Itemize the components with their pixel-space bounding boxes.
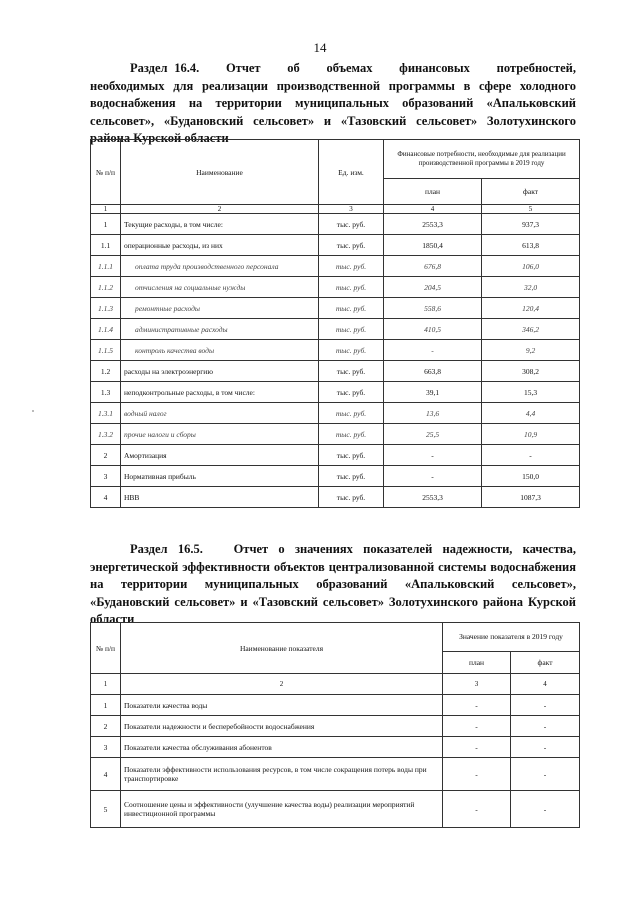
row-plan: - — [443, 791, 511, 828]
row-name: оплата труда производственного персонала — [121, 256, 319, 277]
row-fact: 32,0 — [482, 277, 580, 298]
header-indicator-value: Значение показателя в 2019 году — [443, 623, 580, 652]
row-fact: - — [511, 737, 580, 758]
table-row — [91, 737, 580, 758]
row-name: Показатели качества обслуживания абонентов — [121, 737, 443, 758]
header-name: Наименование — [121, 140, 319, 205]
row-unit: тыс. руб. — [319, 403, 384, 424]
row-plan: - — [384, 445, 482, 466]
col-number: 2 — [121, 205, 319, 214]
header-fact: факт — [482, 179, 580, 205]
row-num: 1.3 — [91, 382, 121, 403]
col-number: 3 — [319, 205, 384, 214]
row-name: НВВ — [121, 487, 319, 508]
row-num: 4 — [91, 487, 121, 508]
row-num: 1 — [91, 695, 121, 716]
row-plan: 39,1 — [384, 382, 482, 403]
row-name: Показатели эффективности использования ресурсов, в том числе сокращения потерь воды при транспортировке — [121, 758, 443, 791]
table-row — [91, 298, 580, 319]
section-16-5-heading-line1: Раздел 16.5. Отчет о значениях показателей надежности, качества, — [130, 542, 576, 556]
row-fact: 9,2 — [482, 340, 580, 361]
table-row — [91, 319, 580, 340]
col-number: 1 — [91, 205, 121, 214]
row-num: 1.1 — [91, 235, 121, 256]
row-fact: 346,2 — [482, 319, 580, 340]
row-fact: - — [511, 716, 580, 737]
row-fact: - — [511, 758, 580, 791]
row-fact: 4,4 — [482, 403, 580, 424]
row-name: отчисления на социальные нужды — [121, 277, 319, 298]
table-row — [91, 382, 580, 403]
section-16-5-heading-rest: энергетической эффективности объектов централизованной системы водоснабжения на территории муниципальных образований «Апальковский сельсовет», «Будановский сельсовет» и «Тазовский сельсовет» Золотухинского района Курской области — [90, 559, 576, 626]
header-fact: факт — [511, 651, 580, 673]
row-num: 1.1.3 — [91, 298, 121, 319]
table-row — [91, 695, 580, 716]
row-fact: - — [511, 791, 580, 828]
row-name: неподконтрольные расходы, в том числе: — [121, 382, 319, 403]
row-unit: тыс. руб. — [319, 361, 384, 382]
row-num: 1.1.4 — [91, 319, 121, 340]
row-name: операционные расходы, из них — [121, 235, 319, 256]
row-fact: - — [482, 445, 580, 466]
row-plan: 1850,4 — [384, 235, 482, 256]
page-number: 14 — [313, 40, 327, 55]
row-plan: 2553,3 — [384, 487, 482, 508]
table-row — [91, 716, 580, 737]
row-unit: тыс. руб. — [319, 214, 384, 235]
table-row — [91, 424, 580, 445]
row-plan: 204,5 — [384, 277, 482, 298]
row-name: Нормативная прибыль — [121, 466, 319, 487]
row-plan: - — [384, 340, 482, 361]
col-number: 4 — [384, 205, 482, 214]
section-16-4-heading — [90, 60, 576, 148]
row-unit: тыс. руб. — [319, 466, 384, 487]
row-plan: 663,8 — [384, 361, 482, 382]
row-name: ремонтные расходы — [121, 298, 319, 319]
row-name: Показатели надежности и бесперебойности водоснабжения — [121, 716, 443, 737]
col-number: 3 — [443, 674, 511, 695]
row-name: прочие налоги и сборы — [121, 424, 319, 445]
table-row — [91, 487, 580, 508]
financial-needs-table — [90, 139, 580, 508]
row-plan: 2553,3 — [384, 214, 482, 235]
row-num: 2 — [91, 445, 121, 466]
table-row — [91, 466, 580, 487]
table-row — [91, 445, 580, 466]
row-unit: тыс. руб. — [319, 340, 384, 361]
row-name: расходы на электроэнергию — [121, 361, 319, 382]
row-name: административные расходы — [121, 319, 319, 340]
indicators-table — [90, 622, 580, 828]
row-num: 1.1.2 — [91, 277, 121, 298]
row-fact: 1087,3 — [482, 487, 580, 508]
table-row — [91, 277, 580, 298]
row-plan: - — [443, 695, 511, 716]
row-plan: - — [384, 466, 482, 487]
row-fact: - — [511, 695, 580, 716]
row-unit: тыс. руб. — [319, 235, 384, 256]
table-row — [91, 256, 580, 277]
header-financial-needs: Финансовые потребности, необходимые для реализации производственной программы в 2019 году — [384, 140, 580, 179]
section-16-4-heading-rest: необходимых для реализации производственной программы в сфере холодного водоснабжения на территории муниципальных образований «Апальковский сельсовет», «Будановский сельсовет» и «Тазовский сельсовет» Золотухинского района Курской области — [90, 78, 576, 145]
header-plan: план — [443, 651, 511, 673]
row-unit: тыс. руб. — [319, 424, 384, 445]
row-unit: тыс. руб. — [319, 277, 384, 298]
header-num: № п/п — [91, 623, 121, 674]
row-unit: тыс. руб. — [319, 445, 384, 466]
scan-speck — [32, 410, 34, 412]
row-num: 1.1.5 — [91, 340, 121, 361]
table-row — [91, 791, 580, 828]
table-row — [91, 403, 580, 424]
row-name: Текущие расходы, в том числе: — [121, 214, 319, 235]
table-row — [91, 340, 580, 361]
col-number: 4 — [511, 674, 580, 695]
row-num: 3 — [91, 466, 121, 487]
row-plan: 558,6 — [384, 298, 482, 319]
row-num: 4 — [91, 758, 121, 791]
col-number: 5 — [482, 205, 580, 214]
row-num: 1.1.1 — [91, 256, 121, 277]
row-fact: 308,2 — [482, 361, 580, 382]
row-num: 1 — [91, 214, 121, 235]
header-indicator-name: Наименование показателя — [121, 623, 443, 674]
row-plan: - — [443, 758, 511, 791]
header-unit: Ед. изм. — [319, 140, 384, 205]
row-name: Соотношение цены и эффективности (улучшение качества воды) реализации мероприятий инвестиционной программы — [121, 791, 443, 828]
row-plan: 25,5 — [384, 424, 482, 445]
row-fact: 150,0 — [482, 466, 580, 487]
row-fact: 120,4 — [482, 298, 580, 319]
row-num: 2 — [91, 716, 121, 737]
row-name: Амортизация — [121, 445, 319, 466]
row-fact: 937,3 — [482, 214, 580, 235]
row-plan: - — [443, 716, 511, 737]
row-unit: тыс. руб. — [319, 382, 384, 403]
row-unit: тыс. руб. — [319, 487, 384, 508]
row-unit: тыс. руб. — [319, 319, 384, 340]
col-number: 2 — [121, 674, 443, 695]
header-plan: план — [384, 179, 482, 205]
row-plan: 676,8 — [384, 256, 482, 277]
header-num: № п/п — [91, 140, 121, 205]
section-16-5-heading — [90, 541, 576, 629]
row-num: 1.3.2 — [91, 424, 121, 445]
row-fact: 613,8 — [482, 235, 580, 256]
row-num: 5 — [91, 791, 121, 828]
row-name: контроль качества воды — [121, 340, 319, 361]
table-row — [91, 361, 580, 382]
row-num: 1.2 — [91, 361, 121, 382]
section-16-4-heading-line1: Раздел 16.4. Отчет об объемах финансовых потребностей, — [130, 61, 576, 75]
row-name: водный налог — [121, 403, 319, 424]
row-fact: 106,0 — [482, 256, 580, 277]
row-num: 3 — [91, 737, 121, 758]
table-row — [91, 214, 580, 235]
col-number: 1 — [91, 674, 121, 695]
table-row — [91, 235, 580, 256]
row-fact: 10,9 — [482, 424, 580, 445]
row-unit: тыс. руб. — [319, 256, 384, 277]
row-num: 1.3.1 — [91, 403, 121, 424]
table-row — [91, 758, 580, 791]
row-name: Показатели качества воды — [121, 695, 443, 716]
row-fact: 15,3 — [482, 382, 580, 403]
row-plan: 13,6 — [384, 403, 482, 424]
row-unit: тыс. руб. — [319, 298, 384, 319]
row-plan: 410,5 — [384, 319, 482, 340]
row-plan: - — [443, 737, 511, 758]
